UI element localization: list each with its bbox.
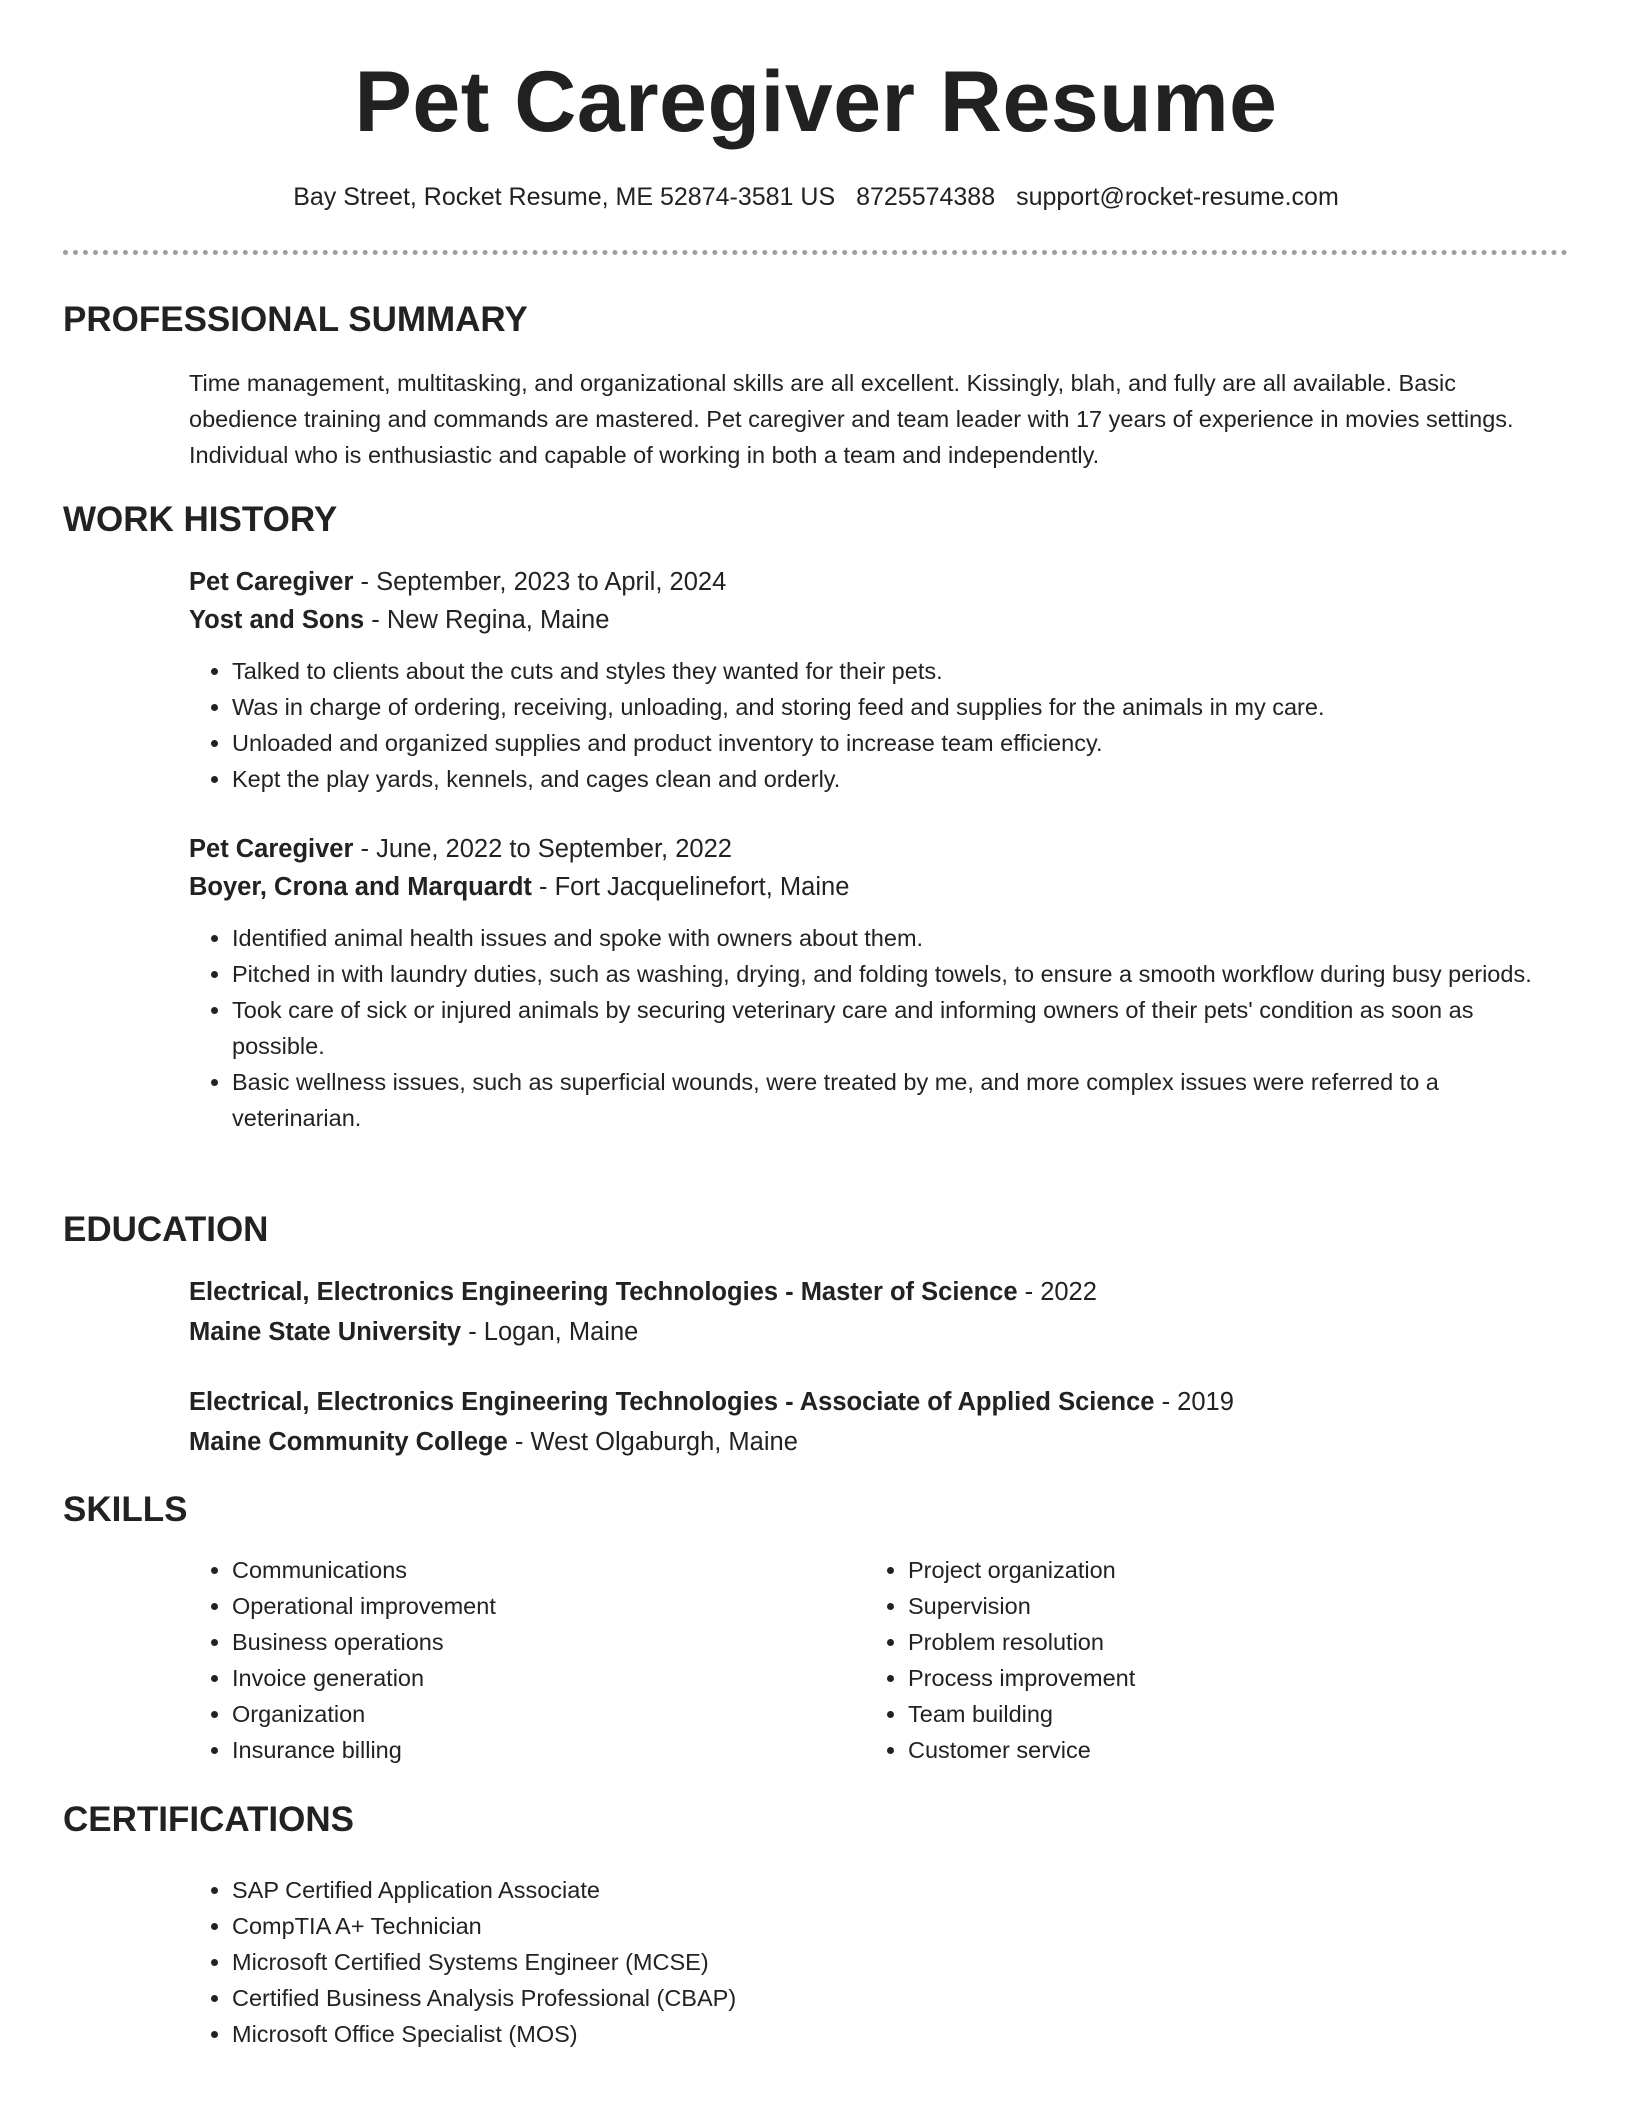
degree-line — [189, 1382, 1569, 1422]
skill-item: • Communications — [232, 1552, 829, 1588]
job-company: Boyer, Crona and Marquardt — [189, 873, 532, 901]
job-bullet: • Unloaded and organized supplies and product inventory to increase team efficiency. — [232, 725, 1569, 761]
school-line — [189, 1422, 1569, 1462]
degree-year: - 2019 — [1154, 1388, 1234, 1416]
skills-list — [189, 1552, 829, 1768]
skill-item: • Customer service — [908, 1732, 1505, 1768]
skills-heading: SKILLS — [63, 1490, 188, 1529]
certification-item: • Microsoft Office Specialist (MOS) — [232, 2016, 1189, 2052]
certification-item: • Microsoft Certified Systems Engineer (MCSE) — [232, 1944, 1189, 1980]
certifications-block — [189, 1872, 1189, 2052]
education-heading: EDUCATION — [63, 1210, 269, 1249]
education-entry — [189, 1382, 1569, 1462]
summary-heading: PROFESSIONAL SUMMARY — [63, 300, 528, 339]
job-bullet: • Talked to clients about the cuts and styles they wanted for their pets. — [232, 653, 1569, 689]
job-company-line — [189, 868, 1569, 906]
skill-item: • Invoice generation — [232, 1660, 829, 1696]
degree-line — [189, 1272, 1569, 1312]
education-entry — [189, 1272, 1569, 1352]
degree-year: - 2022 — [1017, 1278, 1097, 1306]
work-history-heading: WORK HISTORY — [63, 500, 338, 539]
resume-title: Pet Caregiver Resume — [354, 54, 1278, 150]
job-bullets — [189, 920, 1569, 1136]
skill-item: • Insurance billing — [232, 1732, 829, 1768]
job-entry — [189, 563, 1569, 797]
school: Maine Community College — [189, 1428, 508, 1456]
job-title: Pet Caregiver — [189, 835, 354, 863]
job-title: Pet Caregiver — [189, 568, 354, 596]
skill-item: • Business operations — [232, 1624, 829, 1660]
school-location: - Logan, Maine — [461, 1318, 639, 1346]
skills-list — [865, 1552, 1505, 1768]
job-bullet: • Basic wellness issues, such as superficial wounds, were treated by me, and more complex issues were referred to a veterinarian. — [232, 1064, 1569, 1136]
skill-item: • Process improvement — [908, 1660, 1505, 1696]
school-location: - West Olgaburgh, Maine — [507, 1428, 798, 1456]
school-line — [189, 1312, 1569, 1352]
job-company: Yost and Sons — [189, 606, 365, 634]
job-dates: - June, 2022 to September, 2022 — [353, 835, 732, 863]
job-entry — [189, 830, 1569, 1136]
skill-item: • Project organization — [908, 1552, 1505, 1588]
header-divider — [63, 250, 1568, 255]
skills-column-right — [865, 1552, 1505, 1768]
job-title-line — [189, 563, 1569, 601]
summary-text: Time management, multitasking, and organizational skills are all excellent. Kissingly, blah, and fully are all available. Basic obedience training and commands are mastered. Pet caregiver and team leader with 17 years of experience in movies settings. Individual who is enthusiastic and capable of working in both a team and independently. — [189, 370, 1514, 468]
job-dates: - September, 2023 to April, 2024 — [353, 568, 727, 596]
skill-item: • Problem resolution — [908, 1624, 1505, 1660]
skill-item: • Team building — [908, 1696, 1505, 1732]
skill-item: • Organization — [232, 1696, 829, 1732]
skill-item: • Supervision — [908, 1588, 1505, 1624]
degree: Electrical, Electronics Engineering Technologies - Master of Science — [189, 1278, 1018, 1306]
certification-item: • CompTIA A+ Technician — [232, 1908, 1189, 1944]
job-bullet: • Identified animal health issues and spoke with owners about them. — [232, 920, 1569, 956]
certification-item: • Certified Business Analysis Professional (CBAP) — [232, 1980, 1189, 2016]
skill-item: • Operational improvement — [232, 1588, 829, 1624]
job-bullet: • Took care of sick or injured animals by securing veterinary care and informing owners of their pets' condition as soon as possible. — [232, 992, 1569, 1064]
skills-column-left — [189, 1552, 829, 1768]
certification-item: • SAP Certified Application Associate — [232, 1872, 1189, 1908]
job-bullet: • Was in charge of ordering, receiving, unloading, and storing feed and supplies for the animals in my care. — [232, 689, 1569, 725]
job-bullets — [189, 653, 1569, 797]
contact-email: support@rocket-resume.com — [1016, 183, 1339, 211]
job-bullet: • Kept the play yards, kennels, and cages clean and orderly. — [232, 761, 1569, 797]
job-bullet: • Pitched in with laundry duties, such as washing, drying, and folding towels, to ensure a smooth workflow during busy periods. — [232, 956, 1569, 992]
job-title-line — [189, 830, 1569, 868]
contact-phone: 8725574388 — [856, 183, 996, 211]
degree: Electrical, Electronics Engineering Technologies - Associate of Applied Science — [189, 1388, 1155, 1416]
certifications-list — [189, 1872, 1189, 2052]
certifications-heading: CERTIFICATIONS — [63, 1800, 355, 1839]
contact-info — [0, 180, 1632, 214]
job-location: - New Regina, Maine — [364, 606, 610, 634]
job-location: - Fort Jacquelinefort, Maine — [531, 873, 850, 901]
school: Maine State University — [189, 1318, 462, 1346]
contact-address: Bay Street, Rocket Resume, ME 52874-3581 US — [293, 183, 836, 211]
job-company-line — [189, 601, 1569, 639]
